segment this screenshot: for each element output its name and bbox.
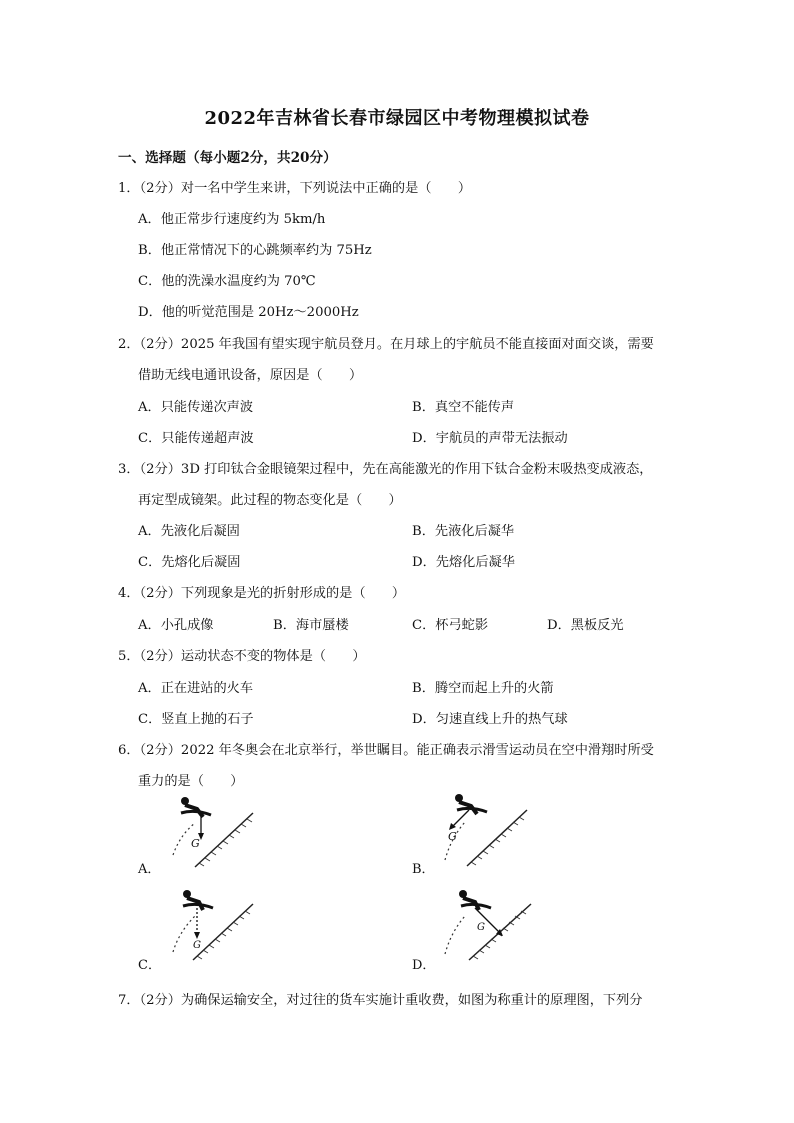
question-3-option-d[interactable]: D．先熔化后凝华 <box>412 555 515 570</box>
figure-a-gravity-label: G <box>191 837 200 850</box>
question-1-option-c[interactable]: C．他的洗澡水温度约为 70℃ <box>138 274 316 289</box>
figure-a-skier-diagram <box>165 795 270 870</box>
section-heading: 一、选择题（每小题2分，共20分） <box>118 150 337 166</box>
question-6-stem-line-2: 重力的是（ ） <box>138 774 244 789</box>
question-7-stem: 7．（2分）为确保运输安全，对过往的货车实施计重收费，如图为称重计的原理图，下列分 <box>118 993 643 1008</box>
question-4-option-d[interactable]: D．黑板反光 <box>547 618 624 633</box>
question-3-option-a[interactable]: A．先液化后凝固 <box>138 524 240 539</box>
question-2-stem-line-1: 2．（2分）2025 年我国有望实现宇航员登月。在月球上的宇航员不能直接面对面交谈，需要 <box>118 337 654 352</box>
question-1-option-d[interactable]: D．他的听觉范围是 20Hz～2000Hz <box>138 305 359 320</box>
question-3-option-b[interactable]: B．先液化后凝华 <box>412 524 515 539</box>
question-6-option-b[interactable]: B． <box>412 862 435 877</box>
page-title: 2022年吉林省长春市绿园区中考物理模拟试卷 <box>204 108 590 129</box>
figure-b-skier-diagram <box>435 790 545 870</box>
question-1-option-a[interactable]: A．他正常步行速度约为 5km/h <box>138 212 326 227</box>
question-3-option-c[interactable]: C．先熔化后凝固 <box>138 555 241 570</box>
question-4-option-c[interactable]: C．杯弓蛇影 <box>412 618 489 633</box>
question-1-stem: 1．（2分）对一名中学生来讲，下列说法中正确的是（ ） <box>118 181 472 196</box>
question-5-option-a[interactable]: A．正在进站的火车 <box>138 681 254 696</box>
question-2-option-c[interactable]: C．只能传递超声波 <box>138 431 254 446</box>
question-5-option-d[interactable]: D．匀速直线上升的热气球 <box>412 712 568 727</box>
question-2-stem-line-2: 借助无线电通讯设备，原因是（ ） <box>138 368 363 383</box>
question-2-option-b[interactable]: B．真空不能传声 <box>412 400 515 415</box>
question-6-stem-line-1: 6．（2分）2022 年冬奥会在北京举行，举世瞩目。能正确表示滑雪运动员在空中滑翔时所受 <box>118 743 654 758</box>
figure-d-gravity-label: G <box>477 922 485 933</box>
question-5-option-c[interactable]: C．竖直上抛的石子 <box>138 712 254 727</box>
question-4-option-b[interactable]: B．海市蜃楼 <box>273 618 349 633</box>
question-6-option-d[interactable]: D． <box>412 958 436 973</box>
question-1-option-b[interactable]: B．他正常情况下的心跳频率约为 75Hz <box>138 243 372 258</box>
figure-c-skier-diagram <box>165 886 270 964</box>
question-5-stem: 5．（2分）运动状态不变的物体是（ ） <box>118 649 366 664</box>
question-6-option-c[interactable]: C． <box>138 958 161 973</box>
question-5-option-b[interactable]: B．腾空而起上升的火箭 <box>412 681 554 696</box>
question-2-option-a[interactable]: A．只能传递次声波 <box>138 400 254 415</box>
figure-c-gravity-label: G <box>193 940 201 951</box>
question-2-option-d[interactable]: D．宇航员的声带无法振动 <box>412 431 568 446</box>
figure-d-skier-diagram <box>435 886 545 964</box>
question-4-option-a[interactable]: A．小孔成像 <box>138 618 214 633</box>
question-3-stem-line-2: 再定型成镜架。此过程的物态变化是（ ） <box>138 493 402 508</box>
question-3-stem-line-1: 3．（2分）3D 打印钛合金眼镜架过程中，先在高能激光的作用下钛合金粉末吸热变成液态， <box>118 462 653 477</box>
figure-b-gravity-label: G <box>448 830 457 843</box>
question-4-stem: 4．（2分）下列现象是光的折射形成的是（ ） <box>118 586 406 601</box>
question-6-option-a[interactable]: A． <box>138 862 161 877</box>
